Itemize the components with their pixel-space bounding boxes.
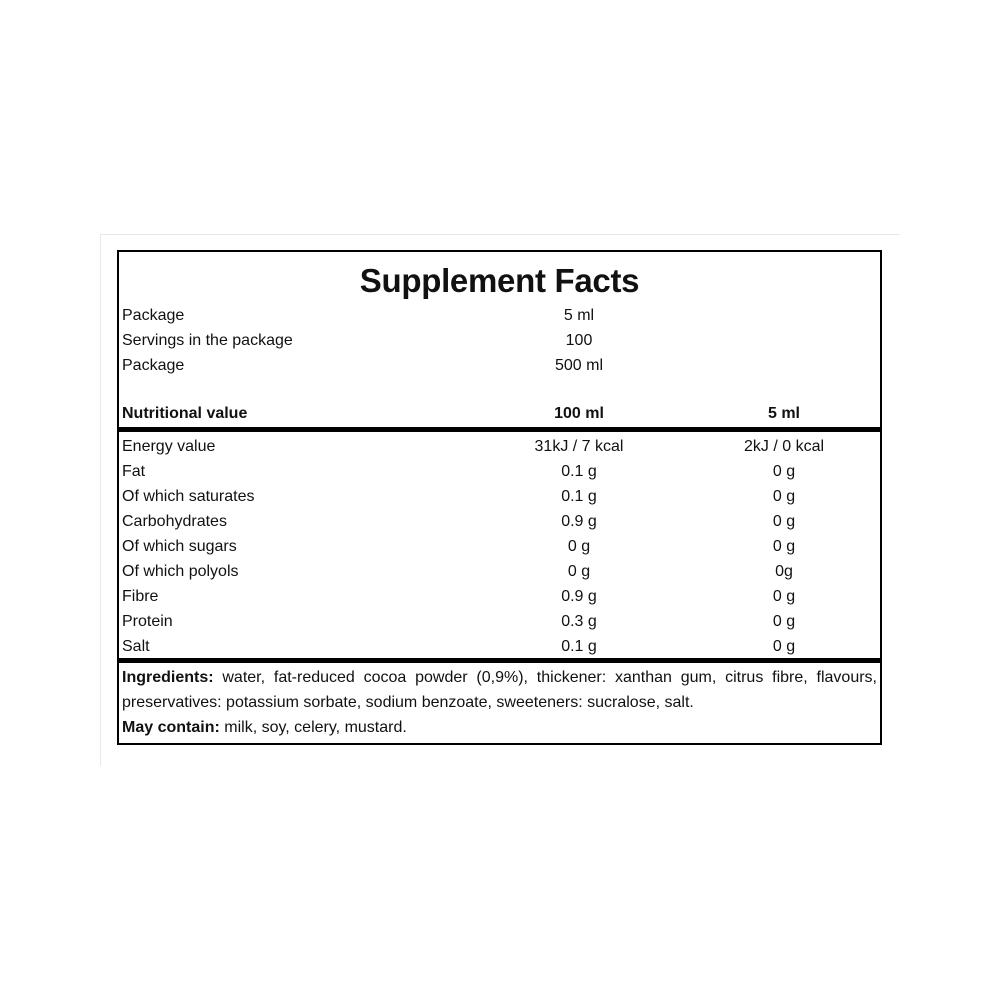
serving-label: Package bbox=[122, 307, 185, 324]
nutrient-value-100ml: 0 g bbox=[567, 563, 591, 580]
table-row bbox=[119, 509, 880, 534]
nutrient-label: Carbohydrates bbox=[122, 513, 227, 530]
serving-value: 100 bbox=[565, 332, 593, 349]
nutrient-value-5ml: 0 g bbox=[772, 513, 796, 530]
nutrition-header-row bbox=[119, 401, 880, 426]
page-title: Supplement Facts bbox=[359, 262, 640, 299]
nutrient-value-100ml: 0 g bbox=[567, 538, 591, 555]
nutrient-value-100ml: 0.9 g bbox=[561, 588, 597, 605]
nutrient-label: Protein bbox=[122, 613, 173, 630]
nutrient-label: Energy value bbox=[122, 438, 216, 455]
nutrient-label: Salt bbox=[122, 638, 150, 655]
nutrient-value-100ml: 0.3 g bbox=[561, 613, 597, 630]
nutrient-value-5ml: 0 g bbox=[772, 588, 796, 605]
nutrient-value-5ml: 0 g bbox=[772, 638, 796, 655]
ingredients-section bbox=[122, 665, 877, 740]
serving-value: 5 ml bbox=[563, 307, 595, 324]
thick-divider bbox=[119, 427, 880, 432]
table-row bbox=[119, 609, 880, 634]
serving-value: 500 ml bbox=[554, 357, 604, 374]
nutrient-label: Of which polyols bbox=[122, 563, 239, 580]
nutrition-header-col2: 5 ml bbox=[767, 405, 800, 422]
table-row bbox=[119, 634, 880, 659]
nutrient-value-100ml: 0.1 g bbox=[561, 488, 597, 505]
nutrient-value-100ml: 0.9 g bbox=[561, 513, 597, 530]
may-contain-text: milk, soy, celery, mustard. bbox=[224, 719, 407, 736]
thick-divider bbox=[119, 658, 880, 663]
nutrient-value-100ml: 0.1 g bbox=[561, 638, 597, 655]
table-row bbox=[119, 434, 880, 459]
serving-label: Servings in the package bbox=[122, 332, 293, 349]
table-row bbox=[119, 484, 880, 509]
table-row bbox=[119, 534, 880, 559]
supplement-facts-panel bbox=[117, 250, 882, 745]
nutrient-value-5ml: 2kJ / 0 kcal bbox=[743, 438, 825, 455]
may-contain-label: May contain: bbox=[122, 719, 220, 736]
ingredients-label: Ingredients: bbox=[122, 669, 214, 686]
table-row bbox=[119, 584, 880, 609]
serving-row-package-size bbox=[119, 353, 880, 378]
nutrient-label: Fibre bbox=[122, 588, 159, 605]
nutrient-value-100ml: 31kJ / 7 kcal bbox=[534, 438, 624, 455]
ingredients-paragraph bbox=[122, 665, 877, 715]
serving-row-package bbox=[119, 303, 880, 328]
table-row bbox=[119, 459, 880, 484]
may-contain-paragraph bbox=[122, 715, 877, 740]
nutrient-value-5ml: 0 g bbox=[772, 538, 796, 555]
serving-label: Package bbox=[122, 357, 185, 374]
nutrient-value-5ml: 0 g bbox=[772, 613, 796, 630]
nutrient-value-5ml: 0 g bbox=[772, 463, 796, 480]
nutrient-label: Of which saturates bbox=[122, 488, 255, 505]
table-row bbox=[119, 559, 880, 584]
nutrient-label: Fat bbox=[122, 463, 146, 480]
nutrition-header-label: Nutritional value bbox=[122, 405, 248, 422]
nutrient-value-5ml: 0 g bbox=[772, 488, 796, 505]
nutrient-label: Of which sugars bbox=[122, 538, 237, 555]
nutrient-value-100ml: 0.1 g bbox=[561, 463, 597, 480]
nutrient-value-5ml: 0g bbox=[775, 563, 793, 580]
nutrition-header-col1: 100 ml bbox=[554, 405, 604, 422]
ingredients-text: water, fat-reduced cocoa powder (0,9%), thickener: xanthan gum, citrus fibre, flavours, preservatives: potassium sorbate, sodium benzoate, sweeteners: sucralose, salt. bbox=[122, 669, 877, 711]
serving-row-servings bbox=[119, 328, 880, 353]
